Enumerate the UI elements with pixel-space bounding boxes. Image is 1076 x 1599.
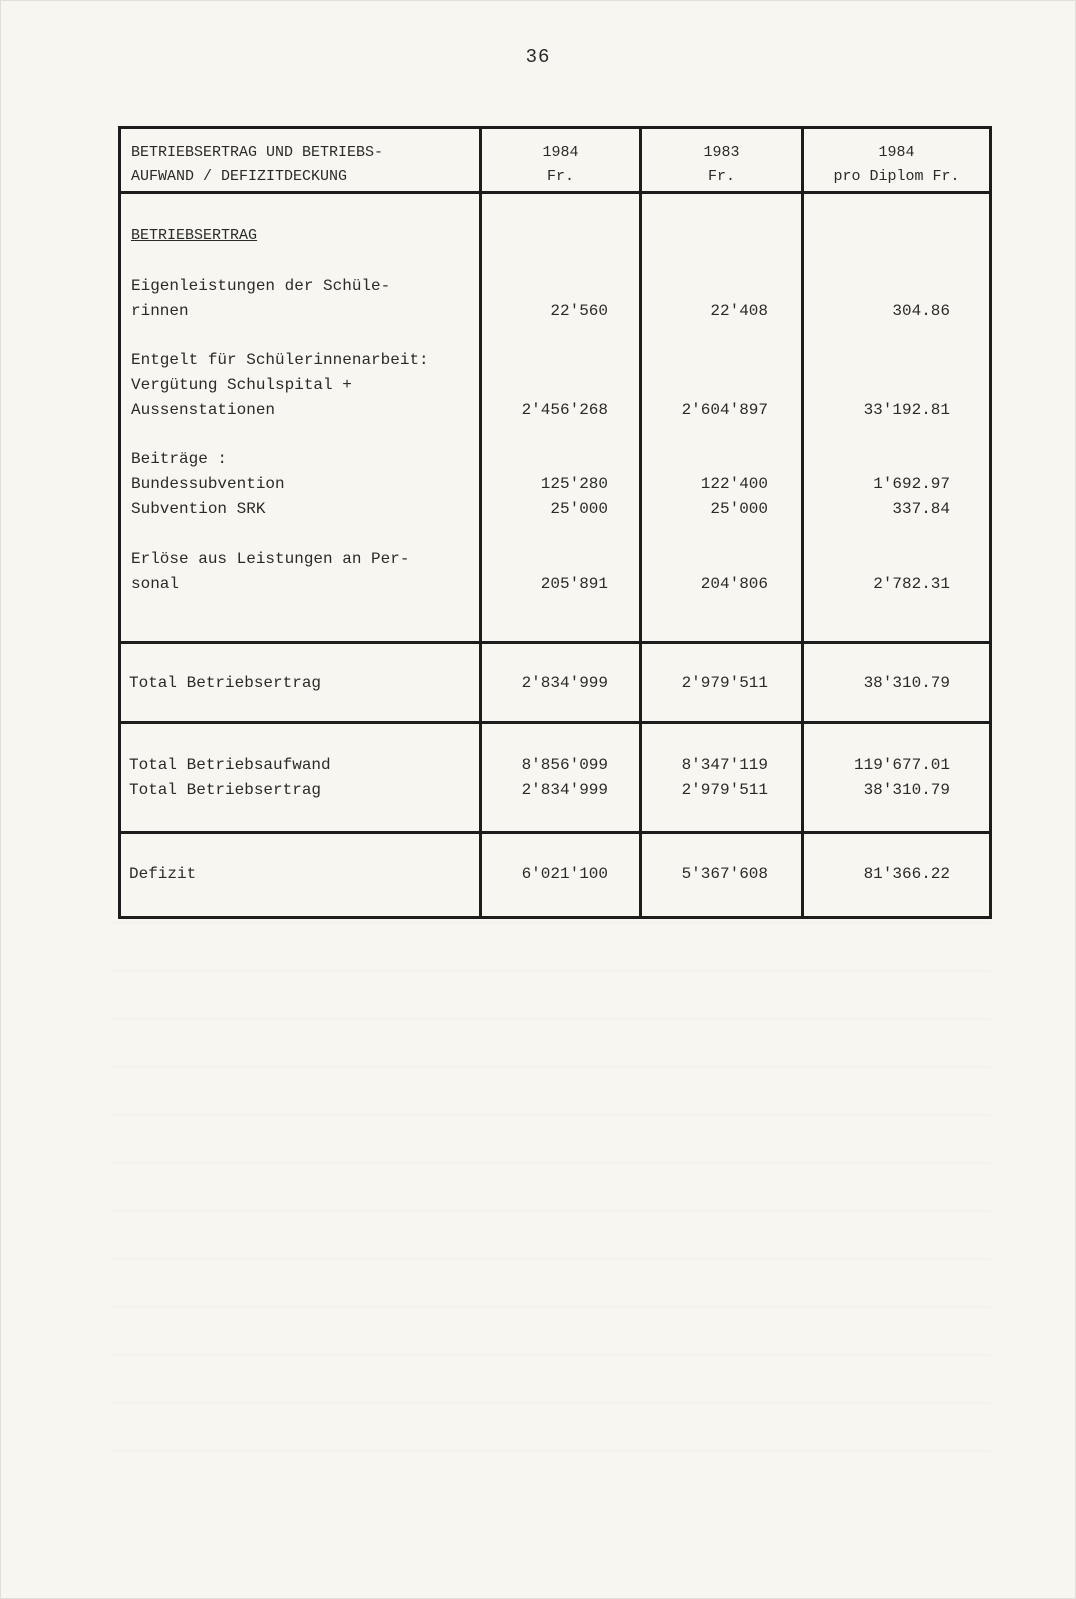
header-col1-line1: BETRIEBSERTRAG UND BETRIEBS- <box>131 144 384 161</box>
summary-1983: 2'979'511 <box>681 781 768 799</box>
value-1983: 2'604'897 <box>681 401 768 419</box>
value-pro-diplom: 33'192.81 <box>863 401 950 419</box>
defizit-1984: 6'021'100 <box>521 865 608 883</box>
summary-1984: 8'856'099 <box>521 756 608 774</box>
summary-1983: 8'347'119 <box>681 756 768 774</box>
value-1984: 125'280 <box>540 475 608 493</box>
header-col4-line1: 1984 <box>878 144 915 161</box>
row-label: Aussenstationen <box>131 401 276 419</box>
header-col3-line2: Fr. <box>707 168 735 185</box>
header-col3-line1: 1983 <box>703 144 740 161</box>
value-1983: 204'806 <box>700 575 768 593</box>
total-1983: 2'979'511 <box>681 674 768 692</box>
header-col2-line2: Fr. <box>546 168 574 185</box>
row-label: Eigenleistungen der Schüle- <box>131 277 391 295</box>
row-divider <box>121 721 989 724</box>
header-divider <box>121 191 989 194</box>
value-pro-diplom: 1'692.97 <box>873 475 950 493</box>
value-1984: 205'891 <box>540 575 608 593</box>
row-divider <box>121 831 989 834</box>
row-label: sonal <box>131 575 180 593</box>
summary-pro-diplom: 38'310.79 <box>863 781 950 799</box>
value-pro-diplom: 2'782.31 <box>873 575 950 593</box>
row-label: Subvention SRK <box>131 500 266 518</box>
value-1984: 22'560 <box>550 302 608 320</box>
defizit-pro-diplom: 81'366.22 <box>863 865 950 883</box>
summary-label: Total Betriebsertrag <box>129 781 322 799</box>
value-pro-diplom: 304.86 <box>892 302 950 320</box>
total-pro-diplom: 38'310.79 <box>863 674 950 692</box>
row-label: rinnen <box>131 302 189 320</box>
summary-pro-diplom: 119'677.01 <box>853 756 950 774</box>
page-number: 36 <box>525 46 551 68</box>
value-1984: 25'000 <box>550 500 608 518</box>
row-label: Erlöse aus Leistungen an Per- <box>131 550 410 568</box>
row-label: Vergütung Schulspital + <box>131 376 352 394</box>
show-through-text <box>110 900 990 1460</box>
row-label: Entgelt für Schülerinnenarbeit: <box>131 351 429 369</box>
row-label: Beiträge : <box>131 450 228 468</box>
value-1983: 25'000 <box>710 500 768 518</box>
defizit-1983: 5'367'608 <box>681 865 768 883</box>
row-label: Bundessubvention <box>131 475 285 493</box>
total-label: Total Betriebsertrag <box>129 674 322 692</box>
value-1983: 122'400 <box>700 475 768 493</box>
value-1983: 22'408 <box>710 302 768 320</box>
header-col4-line2: pro Diplom Fr. <box>833 168 960 185</box>
summary-1984: 2'834'999 <box>521 781 608 799</box>
total-1984: 2'834'999 <box>521 674 608 692</box>
header-col1-line2: AUFWAND / DEFIZITDECKUNG <box>131 168 348 185</box>
row-divider <box>121 641 989 644</box>
value-pro-diplom: 337.84 <box>892 500 950 518</box>
defizit-label: Defizit <box>129 865 197 883</box>
financial-table <box>118 126 992 919</box>
section-title: BETRIEBSERTRAG <box>131 227 258 244</box>
header-col2-line1: 1984 <box>542 144 579 161</box>
value-1984: 2'456'268 <box>521 401 608 419</box>
summary-label: Total Betriebsaufwand <box>129 756 331 774</box>
